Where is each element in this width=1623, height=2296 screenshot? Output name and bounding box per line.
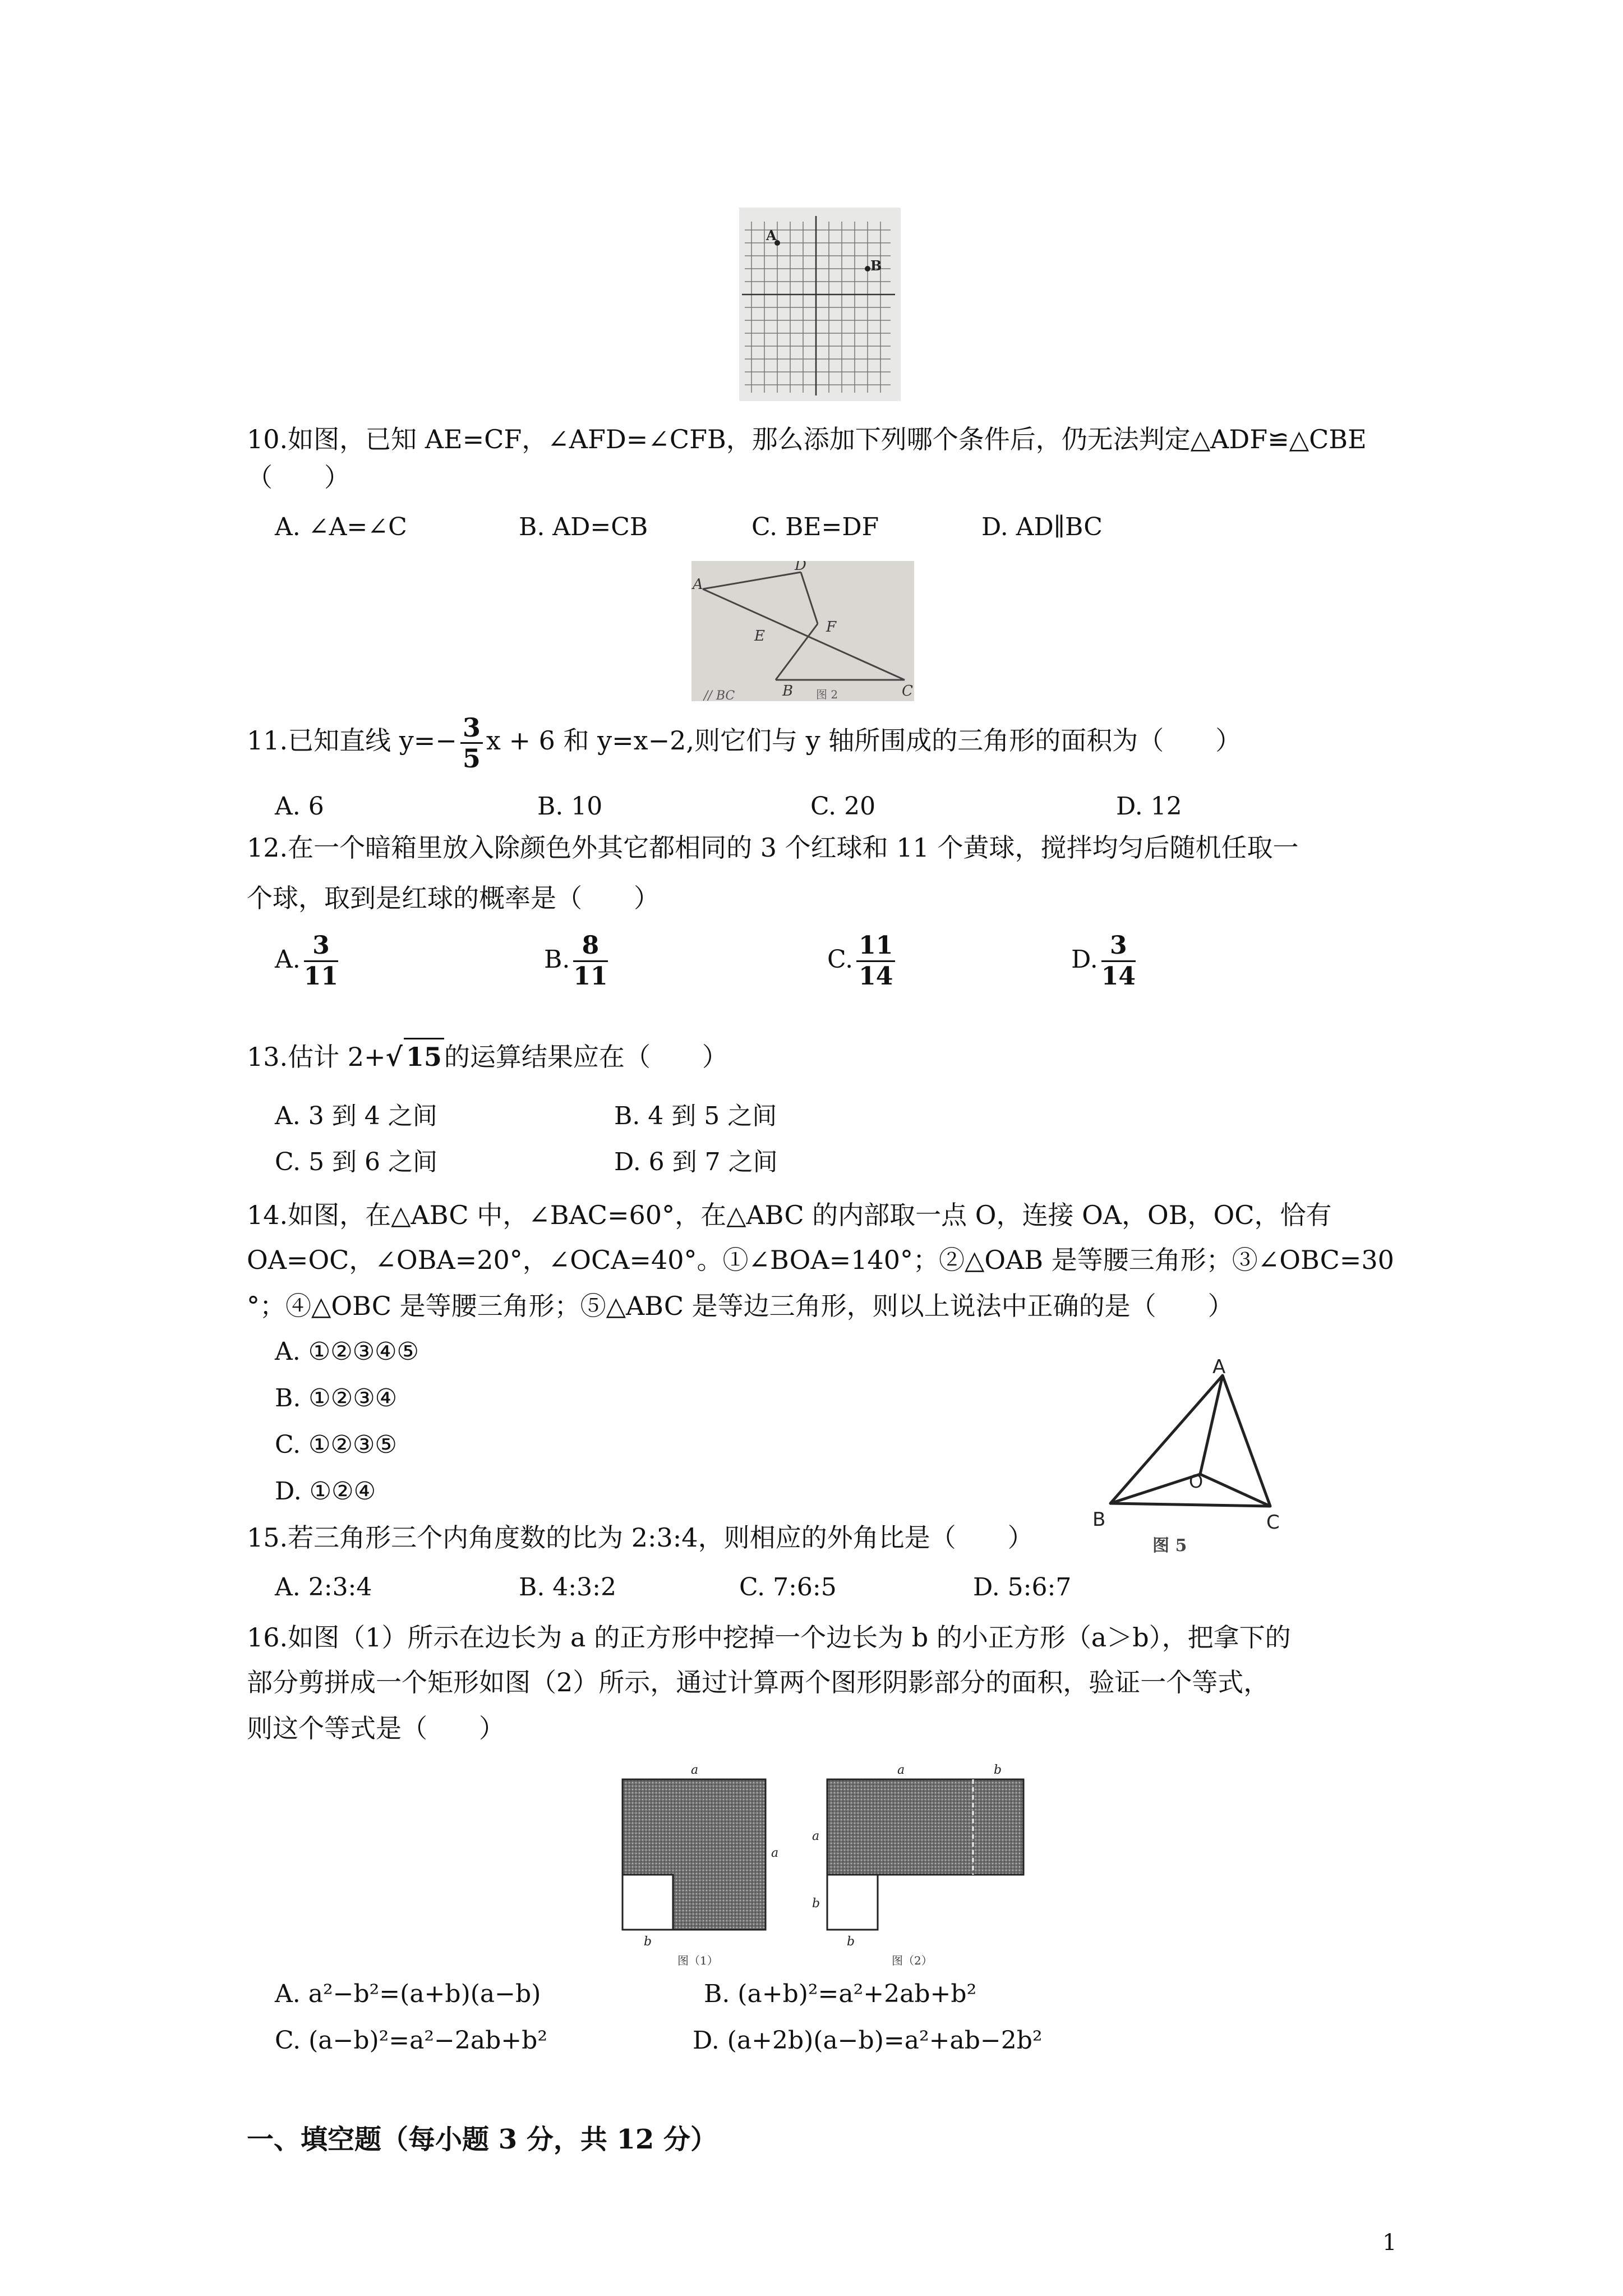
q16-option-d: D. (a+2b)(a−b)=a²+ab−2b² — [693, 2026, 1043, 2055]
vertex-a-label: A — [693, 576, 703, 593]
point-e-label: E — [754, 628, 765, 645]
q11-frac-den: 5 — [462, 743, 481, 774]
point-f-label: F — [826, 619, 837, 636]
q12-a-num: 3 — [304, 931, 338, 962]
q10-option-a: A. ∠A=∠C — [275, 513, 407, 541]
vertex-b-label: B — [782, 683, 794, 700]
q12-a-den: 11 — [303, 962, 338, 991]
fig2-caption: 图 2 — [816, 688, 838, 701]
q11-option-d: D. 12 — [1116, 792, 1182, 821]
q12-c-label: C. — [827, 945, 854, 974]
tri-point-o: O — [1189, 1471, 1204, 1492]
q11-option-a: A. 6 — [275, 792, 324, 821]
q14-line2: OA=OC，∠OBA=20°，∠OCA=40°。①∠BOA=140°；②△OAB 是等腰三角形；③∠OBC=30 — [247, 1245, 1394, 1275]
q15-stem: 15.若三角形三个内角度数的比为 2:3:4，则相应的外角比是（ ） — [247, 1522, 1034, 1553]
q11-middle: x + 6 和 y=x−2,则它们与 y 轴所围成的三角形的面积为（ ） — [486, 725, 1242, 756]
q10-option-b: B. AD=CB — [519, 513, 648, 541]
q12-b-num: 8 — [573, 931, 607, 962]
q12-line1: 12.在一个暗箱里放入除颜色外其它都相同的 3 个红球和 11 个黄球，搅拌均匀后随机任取一 — [247, 832, 1299, 863]
point-b-label: B — [870, 257, 882, 274]
q13-option-b: B. 4 到 5 之间 — [614, 1102, 777, 1130]
q14-line1: 14.如图，在△ABC 中，∠BAC=60°，在△ABC 的内部取一点 O，连接 OA，OB，OC，恰有 — [247, 1200, 1332, 1230]
q10-paren: （ ） — [247, 462, 350, 493]
q12-c-den: 14 — [859, 962, 893, 991]
square-rectangle-figure — [611, 1761, 1038, 1969]
q10-option-d: D. AD∥BC — [981, 513, 1103, 541]
tri-vertex-b: B — [1092, 1508, 1106, 1531]
q13-option-c: C. 5 到 6 之间 — [275, 1148, 438, 1176]
q14-line3: °；④△OBC 是等腰三角形；⑤△ABC 是等边三角形，则以上说法中正确的是（ ） — [247, 1291, 1234, 1321]
q12-c-num: 11 — [856, 931, 895, 962]
q12-c-fraction — [856, 931, 895, 991]
fig5-caption: 图 5 — [1152, 1536, 1187, 1556]
tri-vertex-c: C — [1266, 1511, 1280, 1534]
q15-option-b: B. 4:3:2 — [519, 1573, 616, 1602]
fig2-top-a: a — [897, 1763, 905, 1777]
q11-fraction — [460, 713, 483, 773]
vertex-d-label: D — [795, 561, 806, 574]
point-a-label: A — [766, 227, 777, 243]
vertex-c-label: C — [902, 683, 913, 700]
q11-frac-num: 3 — [460, 713, 483, 744]
q16-line2: 部分剪拼成一个矩形如图（2）所示，通过计算两个图形阴影部分的面积，验证一个等式， — [247, 1667, 1270, 1697]
q12-d-num: 3 — [1101, 931, 1136, 962]
q12-b-label: B. — [544, 945, 570, 974]
q14-option-a: A. ①②③④⑤ — [275, 1337, 419, 1366]
q14-option-d: D. ①②④ — [275, 1477, 376, 1506]
q13-option-d: D. 6 到 7 之间 — [614, 1148, 778, 1176]
q12-d-den: 14 — [1101, 962, 1136, 991]
fig2-left-a: a — [812, 1829, 820, 1843]
q15-option-c: C. 7:6:5 — [739, 1573, 837, 1602]
q12-d-label: D. — [1071, 945, 1098, 974]
q15-option-a: A. 2:3:4 — [275, 1573, 372, 1602]
q14-option-b: B. ①②③④ — [275, 1384, 398, 1412]
q16-line3: 则这个等式是（ ） — [247, 1713, 505, 1743]
triangle-figure — [1088, 1358, 1307, 1562]
q12-option-b — [544, 931, 611, 991]
q13-option-a: A. 3 到 4 之间 — [275, 1102, 437, 1130]
fig1-caption: 图（1） — [677, 1954, 718, 1967]
q11-stem — [247, 710, 1241, 773]
fig2-top-b: b — [994, 1763, 1002, 1777]
q12-option-a — [275, 931, 342, 991]
fig2-caption: 图（2） — [892, 1954, 933, 1967]
q12-b-fraction — [573, 931, 607, 991]
q13-stem: 13.估计 2+√ 15的运算结果应在（ ） — [247, 1038, 728, 1074]
fig2-left-b: b — [812, 1897, 820, 1911]
fig1-right-a: a — [771, 1846, 779, 1860]
fig1-top-a: a — [691, 1763, 699, 1777]
q13-suffix: 的运算结果应在（ ） — [444, 1042, 728, 1072]
fig2-bottom-b: b — [847, 1935, 855, 1949]
q16-option-c: C. (a−b)²=a²−2ab+b² — [275, 2026, 547, 2055]
q16-option-a: A. a²−b²=(a+b)(a−b) — [275, 1980, 541, 2008]
q14-option-c: C. ①②③⑤ — [275, 1430, 397, 1459]
tri-vertex-a: A — [1212, 1358, 1226, 1378]
page-number: 1 — [1382, 2230, 1397, 2256]
grid-figure — [739, 208, 901, 401]
q12-a-fraction — [304, 931, 338, 991]
q12-option-c — [827, 931, 898, 991]
q10-option-c: C. BE=DF — [751, 513, 879, 541]
parallelogram-figure — [691, 561, 914, 701]
q11-option-b: B. 10 — [537, 792, 603, 821]
q10-stem: 10.如图，已知 AE=CF，∠AFD=∠CFB，那么添加下列哪个条件后，仍无法判定△ADF≌△CBE — [247, 424, 1367, 454]
fig1-bottom-b: b — [644, 1935, 652, 1949]
q15-option-d: D. 5:6:7 — [973, 1573, 1072, 1602]
q16-option-b: B. (a+b)²=a²+2ab+b² — [704, 1980, 977, 2008]
q13-radicand: 15 — [404, 1038, 444, 1074]
q12-line2: 个球，取到是红球的概率是（ ） — [247, 883, 660, 913]
q13-prefix: 13.估计 2+ — [247, 1042, 386, 1072]
q11-prefix: 11.已知直线 y=− — [247, 725, 457, 756]
q12-option-d — [1071, 931, 1139, 991]
q11-option-c: C. 20 — [810, 792, 876, 821]
fig-fragment-label: // BC — [704, 689, 735, 701]
q12-d-fraction — [1101, 931, 1136, 991]
q12-a-label: A. — [275, 945, 301, 974]
q12-b-den: 11 — [573, 962, 608, 991]
q16-line1: 16.如图（1）所示在边长为 a 的正方形中挖掉一个边长为 b 的小正方形（a＞b），把拿下的 — [247, 1622, 1291, 1653]
section-heading: 一、填空题（每小题 3 分，共 12 分） — [247, 2124, 718, 2155]
